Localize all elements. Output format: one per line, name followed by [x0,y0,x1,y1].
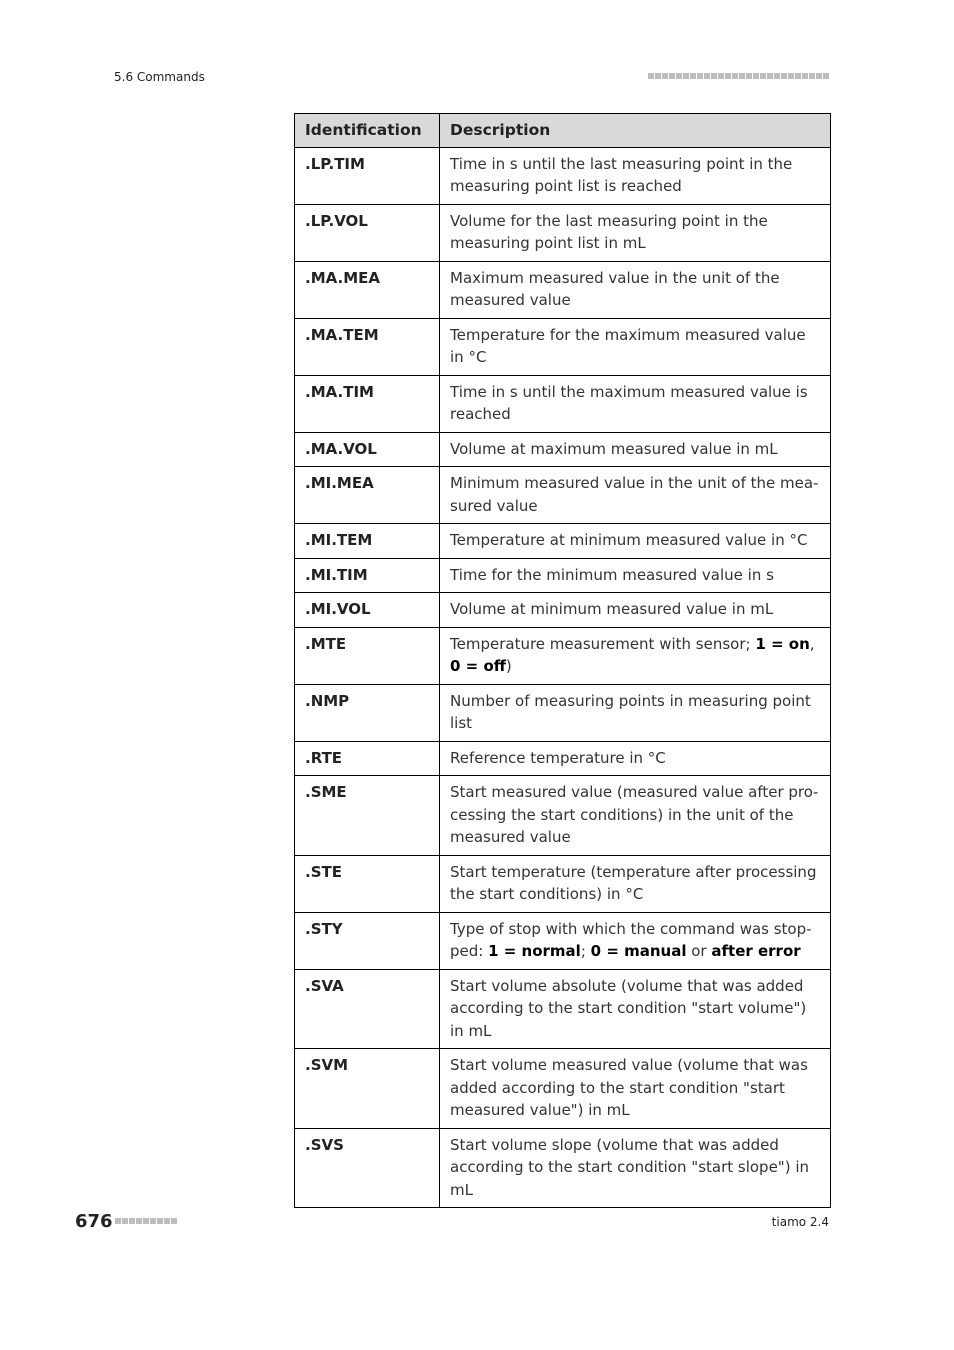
description-text: Volume at minimum measured value in mL [450,600,774,618]
dot-decoration [136,1218,142,1224]
description-cell [440,524,831,559]
description-cell [440,558,831,593]
description-cell [440,912,831,969]
description-cell [440,318,831,375]
identification-cell: .NMP [295,684,440,741]
identification-cell: .STE [295,855,440,912]
description-cell [440,432,831,467]
dot-decoration [739,73,745,79]
table-row [295,593,831,628]
identification-cell: .MI.TIM [295,558,440,593]
dot-decoration [655,73,661,79]
table-row [295,1128,831,1208]
description-text: Temperature for the maximum measured value in °C [450,325,806,366]
dot-decoration [697,73,703,79]
dot-decoration [760,73,766,79]
table-row [295,432,831,467]
dot-decoration [774,73,780,79]
description-cell [440,204,831,261]
table-row [295,467,831,524]
table-row [295,912,831,969]
identification-cell: .MA.TEM [295,318,440,375]
description-text: Maximum measured value in the unit of the measured value [450,268,780,309]
description-text: Start volume absolute (volume that was added according to the start condition "start volume") in mL [450,976,807,1040]
dot-decoration [164,1218,170,1224]
identification-cell: .MTE [295,627,440,684]
description-text: or [686,942,712,960]
description-cell [440,684,831,741]
description-emphasis: 1 = on [755,634,810,653]
description-text: Type of stop with which the command was stopped: [450,919,812,960]
table-row [295,741,831,776]
dot-decoration [676,73,682,79]
description-text: Reference temperature in °C [450,748,666,767]
dot-decoration [704,73,710,79]
dot-decoration [648,73,654,79]
table-row [295,855,831,912]
description-text: Volume for the last measuring point in the measuring point list in mL [450,211,768,252]
table-row [295,524,831,559]
table-row [295,375,831,432]
identification-table [294,113,831,1208]
description-text: Minimum measured value in the unit of the measured value [450,474,819,515]
dot-decoration [669,73,675,79]
dot-decoration [690,73,696,79]
dot-decoration [767,73,773,79]
dot-decoration [122,1218,128,1224]
column-header-identification: Identification [295,114,440,148]
description-text: ) [505,657,512,675]
table-row [295,684,831,741]
table-row [295,1049,831,1129]
identification-cell: .SVA [295,969,440,1049]
table-header-row [295,114,831,148]
identification-cell: .MA.TIM [295,375,440,432]
identification-cell: .SVM [295,1049,440,1129]
description-cell [440,627,831,684]
dot-decoration [171,1218,177,1224]
dot-decoration [662,73,668,79]
description-text: ; [580,942,591,960]
table-row [295,627,831,684]
table-row [295,776,831,856]
description-text: Start temperature (temperature after processing the start conditions) in °C [450,862,817,903]
identification-cell: .SVS [295,1128,440,1208]
identification-cell: .MI.TEM [295,524,440,559]
product-version: tiamo 2.4 [771,1215,829,1229]
identification-cell: .MI.VOL [295,593,440,628]
dot-decoration [711,73,717,79]
description-text: Time for the minimum measured value in s [450,565,774,584]
dot-decoration [143,1218,149,1224]
dot-decoration [809,73,815,79]
description-text: Number of measuring points in measuring point list [450,691,811,732]
dot-decoration [115,1218,121,1224]
dot-decoration [746,73,752,79]
identification-cell: .LP.TIM [295,147,440,204]
description-emphasis: 1 = normal [488,942,581,960]
dot-decoration [823,73,829,79]
description-text: Volume at maximum measured value in mL [450,439,778,458]
description-cell [440,261,831,318]
identification-cell: .MI.MEA [295,467,440,524]
dot-decoration [795,73,801,79]
identification-cell: .MA.VOL [295,432,440,467]
identification-cell: .MA.MEA [295,261,440,318]
dot-decoration [683,73,689,79]
description-emphasis: after error [711,942,801,960]
identification-cell: .SME [295,776,440,856]
description-cell [440,375,831,432]
dot-decoration [129,1218,135,1224]
dot-decoration [725,73,731,79]
description-cell [440,1128,831,1208]
description-cell [440,776,831,856]
description-cell [440,467,831,524]
description-cell [440,593,831,628]
description-cell [440,1049,831,1129]
description-text: Time in s until the last measuring point in the measuring point list is reached [450,154,793,195]
column-header-description: Description [440,114,831,148]
description-cell [440,741,831,776]
description-emphasis: 0 = manual [590,942,687,960]
description-text: Start volume measured value (volume that was added according to the start condition "start measured value") in mL [450,1056,808,1119]
description-text: Start measured value (measured value after processing the start conditions) in the unit of the measured value [450,783,819,846]
dot-decoration [157,1218,163,1224]
description-cell [440,147,831,204]
dot-decoration [150,1218,156,1224]
footer-dots-decoration [115,1218,177,1224]
description-text: , [809,634,815,653]
section-header: 5.6 Commands [114,70,205,84]
dot-decoration [802,73,808,79]
description-text: Temperature at minimum measured value in °C [450,531,808,549]
description-text: Time in s until the maximum measured value is reached [450,382,808,423]
dot-decoration [781,73,787,79]
dot-decoration [816,73,822,79]
description-text: Start volume slope (volume that was added according to the start condition "start slope") in mL [450,1135,809,1199]
dot-decoration [753,73,759,79]
description-cell [440,969,831,1049]
table-row [295,204,831,261]
table-row [295,969,831,1049]
dot-decoration [718,73,724,79]
table-row [295,261,831,318]
description-text: Temperature measurement with sensor; [450,634,756,653]
table-row [295,147,831,204]
identification-cell: .LP.VOL [295,204,440,261]
dot-decoration [788,73,794,79]
description-emphasis: 0 = off [450,657,506,675]
header-dots-decoration [648,73,829,79]
identification-cell: .RTE [295,741,440,776]
identification-cell: .STY [295,912,440,969]
page-number: 676 [75,1211,113,1232]
table-row [295,558,831,593]
description-cell [440,855,831,912]
table-row [295,318,831,375]
dot-decoration [732,73,738,79]
